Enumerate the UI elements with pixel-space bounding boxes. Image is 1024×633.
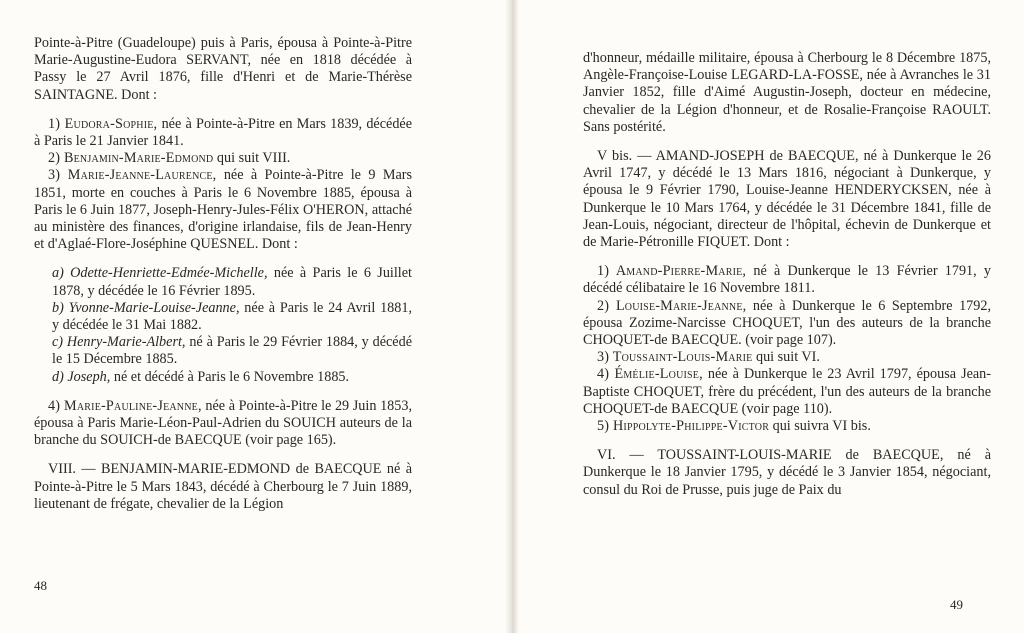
grandchild-name: d) Joseph, [52, 368, 111, 385]
child-name: 4) Marie-Pauline-Jeanne, [48, 397, 202, 414]
section-vbis-paragraph: V bis. — AMAND-JOSEPH de BAECQUE, né à Dunkerque le 26 Avril 1747, y décédé le 13 Mars 1816, négociant à Dunkerque, y épousa le 9 Février 1790, Louise-Jeanne HENDERYCKSEN, née à Dunkerque le 10 Mars 1764, y décédée le 31 Décembre 1841, fille de Jean-Louis, négociant, directeur de l'hôpital, échevin de Dunkerque et de Marie-Pétronille FIQUET. Dont : [583, 148, 991, 251]
left-intro-paragraph: Pointe-à-Pitre (Guadeloupe) puis à Paris, épousa à Pointe-à-Pitre Marie-Augustine-Eudora SERVANT, née en 1818 décédée à Passy le 27 Avril 1876, fille d'Henri et de Marie-Thérèse SAINTAGNE. Dont : [34, 35, 412, 103]
child-entry-2 [583, 298, 991, 350]
book-gutter [505, 0, 519, 633]
child-entry-1 [583, 263, 991, 297]
child-name: 3) Marie-Jeanne-Laurence, [48, 167, 217, 184]
child-name: 1) Amand-Pierre-Marie, [597, 263, 747, 280]
left-page [0, 0, 505, 633]
child-entry-3 [34, 167, 412, 253]
page-number-left: 48 [34, 578, 47, 593]
child-details: qui suit VIII. [213, 150, 291, 167]
child-entry-2 [34, 150, 412, 167]
left-page-text [34, 35, 412, 525]
child-details: née à Pointe-à-Pitre le 29 Juin 1853, épousa à Paris Marie-Léon-Paul-Adrien du SOUICH auteurs de la branche du SOUICH-de BAECQUE (voir page 165). [34, 397, 412, 449]
grandchild-name: a) Odette-Henriette-Edmée-Michelle, [52, 265, 268, 282]
right-page-text [583, 50, 991, 511]
child-entry-1 [34, 116, 412, 150]
child-name: 3) Toussaint-Louis-Marie [597, 349, 753, 366]
child-details: née à Pointe-à-Pitre le 9 Mars 1851, morte en couches à Paris le 6 Novembre 1885, épousa à Paris le 6 Juin 1877, Joseph-Henry-Jules-Félix O'HERON, attaché au ministère des finances, d'origine irlandaise, fils de Jean-Henry et d'Aglaé-Flore-Joséphine QUESNEL. Dont : [34, 167, 412, 253]
right-page [519, 0, 1024, 633]
child-details: née à Pointe-à-Pitre en Mars 1839, décédée à Paris le 21 Janvier 1841. [34, 115, 413, 150]
child-details: qui suit VI. [752, 349, 820, 366]
child-name: 1) Eudora-Sophie, [48, 115, 158, 132]
grandchild-details: né à Paris le 29 Février 1884, y décédé le 15 Décembre 1885. [52, 334, 412, 368]
grandchild-name: c) Henry-Marie-Albert, [52, 334, 186, 351]
grandchild-details: née à Paris le 24 Avril 1881, y décédée le 31 Mai 1882. [52, 299, 412, 334]
section-viii-heading: VIII. — BENJAMIN-MARIE-EDMOND de BAECQUE né à Pointe-à-Pitre le 5 Mars 1843, décédé à Cherbourg le 7 Juin 1889, lieutenant de frégate, chevalier de la Légion [34, 461, 412, 512]
child-name: 4) Émélie-Louise, [597, 366, 703, 383]
child-entry-3 [583, 349, 991, 366]
section-vi-heading: VI. — TOUSSAINT-LOUIS-MARIE de BAECQUE, né à Dunkerque le 18 Janvier 1795, y décédé le 3 Janvier 1854, négociant, consul du Roi de Prusse, puis juge de Paix du [583, 447, 991, 498]
child-entry-4 [34, 398, 412, 450]
grandchild-details: né et décédé à Paris le 6 Novembre 1885. [110, 368, 350, 385]
grandchild-entry-d [34, 369, 412, 386]
page-number-right: 49 [950, 597, 963, 612]
child-entry-4 [583, 366, 991, 418]
grandchild-name: b) Yvonne-Marie-Louise-Jeanne, [52, 299, 240, 316]
child-name: 5) Hippolyte-Philippe-Victor [597, 418, 770, 435]
right-intro-paragraph: d'honneur, médaille militaire, épousa à Cherbourg le 8 Décembre 1875, Angèle-Françoise-Louise LEGARD-LA-FOSSE, née à Avranches le 31 Janvier 1852, fille d'Aimé Augustin-Joseph, docteur en médecine, chevalier de la Légion d'honneur, et de Rosalie-Françoise RAOULT. Sans postérité. [583, 50, 991, 135]
child-name: 2) Benjamin-Marie-Edmond [48, 150, 214, 167]
child-details: né à Dunkerque le 13 Février 1791, y décédé célibataire le 16 Novembre 1811. [583, 263, 991, 297]
child-name: 2) Louise-Marie-Jeanne, [597, 297, 747, 314]
grandchild-entry-b [34, 300, 412, 334]
child-details: née à Dunkerque le 23 Avril 1797, épousa Jean-Baptiste CHOQUET, frère du précédent, l'un des auteurs de la branche CHOQUET-de BAECQUE (voir page 110). [583, 366, 992, 417]
grandchild-entry-c [34, 334, 412, 368]
grandchild-entry-a [34, 265, 412, 299]
grandchild-details: née à Paris le 6 Juillet 1878, y décédée le 16 Février 1895. [52, 265, 412, 299]
child-details: qui suivra VI bis. [769, 418, 871, 435]
child-entry-5 [583, 418, 991, 435]
child-details: née à Dunkerque le 6 Septembre 1792, épousa Zozime-Narcisse CHOQUET, l'un des auteurs de la branche CHOQUET-de BAECQUE. (voir page 107). [583, 297, 992, 349]
